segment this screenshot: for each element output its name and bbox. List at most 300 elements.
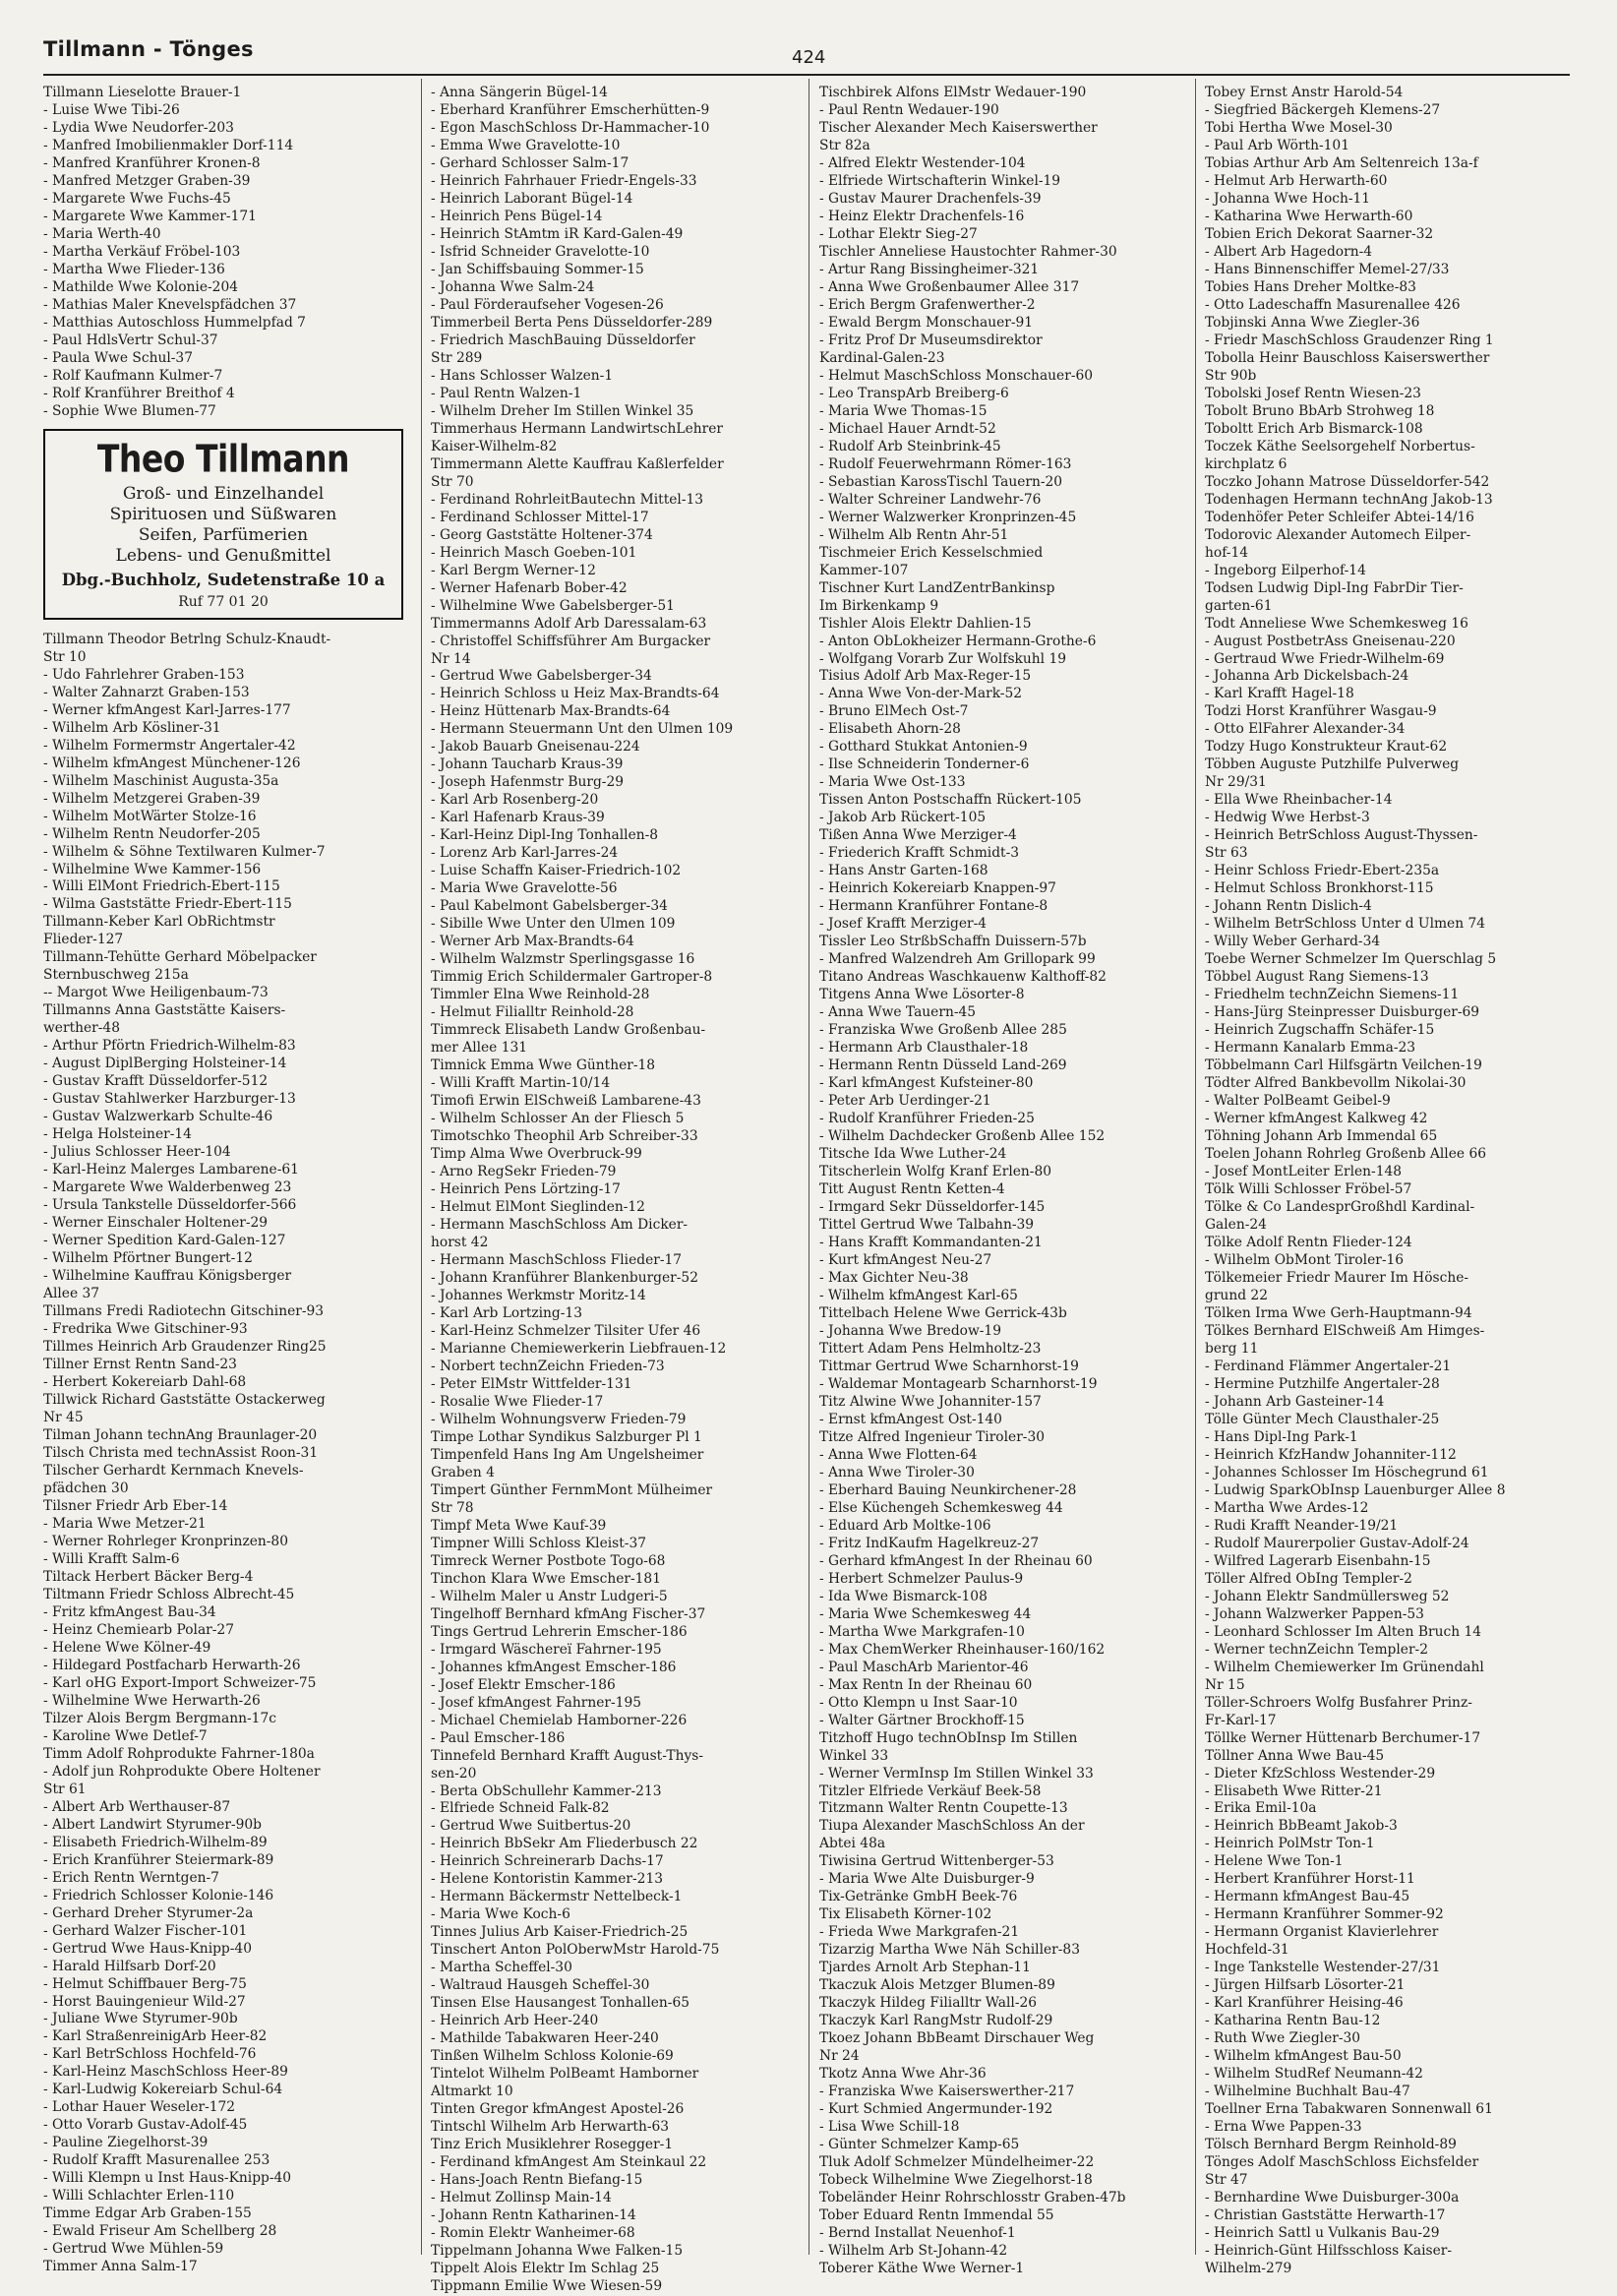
directory-entry: Tobi Hertha Wwe Mosel-30 [1205, 119, 1393, 136]
directory-column-1 [43, 85, 409, 2275]
advertisement-box [43, 429, 403, 620]
directory-entry: - Lothar Elektr Sieg-27 [819, 225, 978, 242]
directory-entry: Timofi Erwin ElSchweiß Lambarene-43 [431, 1093, 701, 1110]
directory-entry: - Walter PolBeamt Geibel-9 [1205, 1093, 1391, 1110]
directory-entry: - Paul MaschArb Marientor-46 [819, 1659, 1029, 1675]
directory-entry: - Elfriede Wirtschafterin Winkel-19 [819, 172, 1061, 189]
directory-entry: - Wilma Gaststätte Friedr-Ebert-115 [43, 896, 292, 913]
directory-entry: garten-61 [1205, 597, 1273, 614]
directory-entry: - Rudolf Arb Steinbrink-45 [819, 438, 1001, 454]
directory-entry: Allee 37 [43, 1286, 100, 1302]
directory-entry: Titzhoff Hugo technObInsp Im Stillen [819, 1729, 1078, 1746]
directory-entry: - Johanna Wwe Salm-24 [431, 278, 595, 295]
directory-entry: Tischbirek Alfons ElMstr Wedauer-190 [819, 85, 1087, 100]
directory-entry: - Karl-Heinz Dipl-Ing Tonhallen-8 [431, 827, 659, 844]
directory-entry: - Mathilde Tabakwaren Heer-240 [431, 2030, 659, 2047]
directory-entry: - Johanna Wwe Bredow-19 [819, 1322, 1001, 1339]
directory-entry: Tiltmann Friedr Schloss Albrecht-45 [43, 1586, 295, 1602]
directory-entry: - Günter Schmelzer Kamp-65 [819, 2137, 1020, 2153]
directory-entry: pfädchen 30 [43, 1480, 129, 1496]
directory-entry: - Hans Binnenschiffer Memel-27/33 [1205, 261, 1450, 277]
directory-entry: - Paul Emscher-186 [431, 1729, 566, 1746]
directory-entry: - Inge Tankstelle Westender-27/31 [1205, 1960, 1441, 1976]
directory-entry: - Norbert technZeichn Frieden-73 [431, 1358, 665, 1374]
directory-entry: - Fredrika Wwe Gitschiner-93 [43, 1321, 248, 1338]
directory-entry: Töhning Johann Arb Immendal 65 [1205, 1128, 1438, 1145]
directory-entry: - Friederich Krafft Schmidt-3 [819, 845, 1020, 862]
directory-entry: - Walter Schreiner Landwehr-76 [819, 491, 1042, 508]
directory-entry: Titt August Rentn Ketten-4 [819, 1181, 1005, 1198]
directory-entry: - Fritz kfmAngest Bau-34 [43, 1603, 216, 1620]
directory-entry: - Maria Wwe Alte Duisburger-9 [819, 1871, 1035, 1888]
directory-entry: - Friedrich MaschBauing Düsseldorfer [431, 332, 695, 348]
directory-entry: - Hermine Putzhilfe Angertaler-28 [1205, 1375, 1440, 1392]
directory-entry: Tischer Alexander Mech Kaiserswerther [819, 119, 1098, 136]
directory-entry: - Martha Scheffel-30 [431, 1960, 572, 1976]
directory-entry: hof-14 [1205, 544, 1249, 561]
directory-entry: - Helmut Schloss Bronkhorst-115 [1205, 880, 1434, 897]
directory-entry: - Ferdinand Flämmer Angertaler-21 [1205, 1358, 1452, 1374]
directory-entry: - Herbert Kokereiarb Dahl-68 [43, 1374, 247, 1391]
directory-entry: - Hermann Steuermann Unt den Ulmen 109 [431, 721, 734, 738]
directory-entry: werther-48 [43, 1020, 120, 1037]
directory-entry: mer Allee 131 [431, 1040, 528, 1057]
directory-entry: - Werner kfmAngest Kalkweg 42 [1205, 1111, 1428, 1127]
directory-entry: Tölke Adolf Rentn Flieder-124 [1205, 1234, 1412, 1250]
directory-entry: - Helmut Filialltr Reinhold-28 [431, 1004, 634, 1021]
directory-entry: -- Margot Wwe Heiligenbaum-73 [43, 985, 269, 1001]
directory-entry: Tkotz Anna Wwe Ahr-36 [819, 2066, 987, 2083]
directory-entry: Nr 29/31 [1205, 774, 1267, 791]
directory-entry: Timmerbeil Berta Pens Düsseldorfer-289 [431, 314, 713, 331]
directory-entry: - Werner kfmAngest Karl-Jarres-177 [43, 701, 291, 718]
directory-entry: - Wilhelm Arb Kösliner-31 [43, 719, 221, 736]
directory-entry: Tobolt Bruno BbArb Strohweg 18 [1205, 402, 1435, 419]
directory-entry: - Ferdinand Schlosser Mittel-17 [431, 509, 649, 525]
directory-entry: - Heinrich Schloss u Heiz Max-Brandts-64 [431, 686, 720, 702]
directory-entry: - Heinrich Pens Bügel-14 [431, 208, 603, 224]
directory-column-4 [1205, 85, 1579, 2277]
directory-entry: - Hans Dipl-Ing Park-1 [1205, 1428, 1358, 1445]
directory-entry: - Karl kfmAngest Kufsteiner-80 [819, 1075, 1034, 1092]
directory-entry: Tillmann Lieselotte Brauer-1 [43, 85, 242, 100]
directory-entry: Tinßen Wilhelm Schloss Kolonie-69 [431, 2048, 674, 2065]
directory-entry: kirchplatz 6 [1205, 455, 1288, 472]
directory-entry: - Gustav Walzwerkarb Schulte-46 [43, 1109, 273, 1125]
directory-entry: - Maria Wwe Metzer-21 [43, 1515, 207, 1532]
directory-entry: Toboltt Erich Arb Bismarck-108 [1205, 420, 1423, 437]
directory-entry: Tiupa Alexander MaschSchloss An der [819, 1818, 1085, 1835]
directory-entry: - Eduard Arb Moltke-106 [819, 1517, 991, 1534]
directory-entry: - Ferdinand RohrleitBautechn Mittel-13 [431, 491, 704, 508]
directory-column-3 [819, 85, 1183, 2277]
directory-entry: - Heinrich KfzHandw Johanniter-112 [1205, 1446, 1457, 1463]
directory-entry: - Walter Zahnarzt Graben-153 [43, 684, 250, 700]
directory-entry: - Lisa Wwe Schill-18 [819, 2119, 960, 2136]
directory-entry: - Karl-Ludwig Kokereiarb Schul-64 [43, 2082, 283, 2098]
directory-entry: - Werner Walzwerker Kronprinzen-45 [819, 509, 1077, 525]
directory-entry: - Christian Gaststätte Herwarth-17 [1205, 2207, 1446, 2224]
directory-entry: Toberer Käthe Wwe Werner-1 [819, 2261, 1025, 2277]
directory-entry: Tippmann Emilie Wwe Wiesen-59 [431, 2278, 663, 2295]
directory-entry: Todt Anneliese Wwe Schemkesweg 16 [1205, 615, 1468, 632]
directory-entry: Toczko Johann Matrose Düsseldorfer-542 [1205, 473, 1490, 490]
directory-entry: Nr 24 [819, 2048, 860, 2065]
directory-entry: - Heinrich Masch Goeben-101 [431, 544, 637, 561]
directory-entry: - Rosalie Wwe Flieder-17 [431, 1393, 604, 1410]
directory-entry: - Gertrud Wwe Gabelsberger-34 [431, 668, 652, 685]
directory-entry: - Helmut Schiffbauer Berg-75 [43, 1975, 247, 1992]
directory-entry: - Wilhelm & Söhne Textilwaren Kulmer-7 [43, 843, 326, 860]
ad-company-name: Theo Tillmann [96, 436, 350, 481]
directory-entry: Tkaczyk Karl RangMstr Rudolf-29 [819, 2013, 1053, 2029]
directory-entry: - Willi Krafft Salm-6 [43, 1550, 180, 1567]
directory-entry: - Luise Schaffn Kaiser-Friedrich-102 [431, 863, 682, 879]
directory-entry: - Hermann Arb Clausthaler-18 [819, 1040, 1029, 1057]
directory-entry: - Wilhelmine Wwe Kammer-156 [43, 861, 262, 877]
directory-entry: Timpenfeld Hans Ing Am Ungelsheimer [431, 1446, 704, 1463]
directory-entry: - Rudolf Kranführer Frieden-25 [819, 1111, 1035, 1127]
directory-entry: - Hermann Kranführer Fontane-8 [819, 898, 1048, 915]
directory-entry: - Johanna Wwe Hoch-11 [1205, 190, 1371, 207]
directory-entry: - Ewald Friseur Am Schellberg 28 [43, 2223, 277, 2240]
directory-entry: - Katharina Rentn Bau-12 [1205, 2013, 1381, 2029]
page-header-title: Tillmann - Tönges [43, 37, 254, 61]
directory-entry: - Artur Rang Bissingheimer-321 [819, 261, 1040, 277]
directory-entry: Timotschko Theophil Arb Schreiber-33 [431, 1128, 698, 1145]
directory-entry: - Hans Krafft Kommandanten-21 [819, 1234, 1043, 1250]
directory-entry: - Anton ObLokheizer Hermann-Grothe-6 [819, 633, 1097, 649]
directory-entry: - Arthur Pförtn Friedrich-Wilhelm-83 [43, 1038, 296, 1055]
directory-entry: - Manfred Walzendreh Am Grillopark 99 [819, 951, 1096, 968]
directory-entry: Többelmann Carl Hilfsgärtn Veilchen-19 [1205, 1057, 1482, 1074]
directory-entry: Nr 14 [431, 650, 471, 667]
directory-entry: - Mathias Maler Knevelspfädchen 37 [43, 296, 297, 313]
directory-entry: - Johann Rentn Dislich-4 [1205, 898, 1372, 915]
directory-entry: - Friedr MaschSchloss Graudenzer Ring 1 [1205, 332, 1494, 348]
directory-entry: - Wilhelm Pförtner Bungert-12 [43, 1250, 253, 1267]
directory-entry: Str 63 [1205, 845, 1248, 862]
directory-entry: - Wilhelmine Wwe Gabelsberger-51 [431, 597, 675, 614]
directory-entry: - Heinrich StAmtm iR Kard-Galen-49 [431, 225, 684, 242]
directory-entry: - Mathilde Wwe Kolonie-204 [43, 278, 239, 295]
directory-entry: - Werner Rohrleger Kronprinzen-80 [43, 1533, 288, 1549]
directory-entry: - Paul Rentn Walzen-1 [431, 385, 582, 401]
directory-entry: - Ferdinand kfmAngest Am Steinkaul 22 [431, 2154, 707, 2171]
directory-entry: - Heinz Hüttenarb Max-Brandts-64 [431, 703, 671, 720]
directory-entry: - Rudolf Maurerpolier Gustav-Adolf-24 [1205, 1535, 1469, 1551]
ad-line: Seifen, Parfümerien [138, 524, 309, 545]
directory-entry: Tobolski Josef Rentn Wiesen-23 [1205, 385, 1421, 401]
directory-entry: Tittmar Gertrud Wwe Scharnhorst-19 [819, 1358, 1079, 1374]
directory-entry: Tobien Erich Dekorat Saarner-32 [1205, 225, 1434, 242]
directory-entry: - Christoffel Schiffsführer Am Burgacker [431, 633, 711, 649]
directory-entry: Tölken Irma Wwe Gerh-Hauptmann-94 [1205, 1304, 1472, 1321]
directory-entry: - Margarete Wwe Walderbenweg 23 [43, 1179, 292, 1196]
directory-entry: Timnick Emma Wwe Günther-18 [431, 1057, 656, 1074]
directory-entry: Str 90b [1205, 367, 1257, 384]
directory-entry: - Lydia Wwe Neudorfer-203 [43, 119, 234, 136]
directory-entry: grund 22 [1205, 1287, 1268, 1303]
directory-entry: - Michael Hauer Arndt-52 [819, 420, 996, 437]
directory-entry: - Wilhelm Alb Rentn Ahr-51 [819, 526, 1009, 543]
directory-entry: - Ursula Tankstelle Düsseldorfer-566 [43, 1197, 297, 1214]
directory-entry: Timpf Meta Wwe Kauf-39 [431, 1517, 607, 1534]
directory-entry: Tluk Adolf Schmelzer Mündelheimer-22 [819, 2154, 1095, 2171]
directory-entry: - Leonhard Schlosser Im Alten Bruch 14 [1205, 1623, 1482, 1640]
directory-entry: Tix Elisabeth Körner-102 [819, 1906, 992, 1923]
directory-entry: - Waldemar Montagearb Scharnhorst-19 [819, 1375, 1098, 1392]
directory-entry: - Wilhelm Wohnungsverw Frieden-79 [431, 1411, 687, 1427]
directory-entry: - Fritz Prof Dr Museumsdirektor [819, 332, 1043, 348]
directory-entry: sen-20 [431, 1765, 477, 1782]
directory-entry: Tischler Anneliese Haustochter Rahmer-30 [819, 243, 1117, 260]
directory-entry: - Heinrich Kokereiarb Knappen-97 [819, 880, 1056, 897]
directory-entry: Timme Edgar Arb Graben-155 [43, 2205, 252, 2222]
directory-entry: - Margarete Wwe Kammer-171 [43, 208, 257, 224]
ad-address: Dbg.-Buchholz, Sudetenstraße 10 a [61, 570, 386, 589]
directory-entry: - Paul Arb Wörth-101 [1205, 137, 1349, 153]
directory-entry: - Ida Wwe Bismarck-108 [819, 1588, 988, 1604]
directory-entry: - Wilhelm StudRef Neumann-42 [1205, 2066, 1423, 2083]
directory-entry: Titze Alfred Ingenieur Tiroler-30 [819, 1428, 1046, 1445]
directory-entry: Str 82a [819, 137, 870, 153]
directory-entry: Titano Andreas Waschkauenw Kalthoff-82 [819, 969, 1107, 986]
directory-entry: - Willi Schlachter Erlen-110 [43, 2188, 235, 2205]
directory-entry: - Karl-Heinz Schmelzer Tilsiter Ufer 46 [431, 1322, 701, 1339]
directory-entry: - Werner Spedition Kard-Galen-127 [43, 1233, 286, 1249]
directory-entry: - Johanna Arb Dickelsbach-24 [1205, 668, 1409, 685]
directory-entry: - Anna Wwe Großenbaumer Allee 317 [819, 278, 1080, 295]
directory-entry: - Hermann MaschSchloss Flieder-17 [431, 1251, 683, 1268]
directory-entry: - Wilhelm Dachdecker Großenb Allee 152 [819, 1128, 1106, 1145]
ad-line: Spirituosen und Süßwaren [109, 504, 337, 524]
directory-entry: Tober Eduard Rentn Immendal 55 [819, 2207, 1054, 2224]
directory-entry: - Jan Schiffsbauing Sommer-15 [431, 261, 644, 277]
directory-entry: - Dieter KfzSchloss Westender-29 [1205, 1765, 1436, 1782]
directory-entry: - Paul Kabelmont Gabelsberger-34 [431, 898, 668, 915]
directory-entry: Tkaczyk Hildeg Filialltr Wall-26 [819, 1995, 1038, 2012]
directory-entry: - Maria Wwe Thomas-15 [819, 402, 988, 419]
directory-entry: - Johann Rentn Katharinen-14 [431, 2207, 636, 2224]
directory-entry: Timmermann Alette Kauffrau Kaßlerfelder [431, 455, 724, 472]
directory-entry: berg 11 [1205, 1340, 1259, 1357]
directory-entry: Str 78 [431, 1499, 474, 1516]
directory-entry: - Wilhelm kfmAngest Münchener-126 [43, 755, 301, 771]
directory-entry: - Werner technZeichn Templer-2 [1205, 1641, 1428, 1658]
directory-entry: - Wilhelm Formermstr Angertaler-42 [43, 737, 296, 754]
directory-entry: Töller Alfred ObIng Templer-2 [1205, 1570, 1412, 1587]
directory-entry: - Martha Verkäuf Fröbel-103 [43, 243, 241, 260]
directory-entry: - Heinrich Fahrhauer Friedr-Engels-33 [431, 172, 697, 189]
directory-entry: - Elisabeth Friedrich-Wilhelm-89 [43, 1834, 268, 1850]
directory-entry: - Josef MontLeiter Erlen-148 [1205, 1164, 1403, 1180]
directory-entry: - Hermann MaschSchloss Am Dicker- [431, 1217, 689, 1233]
directory-entry: Todsen Ludwig Dipl-Ing FabrDir Tier- [1205, 579, 1464, 596]
directory-entry: Graben 4 [431, 1464, 495, 1480]
directory-entry: - Helene Kontoristin Kammer-213 [431, 1871, 664, 1888]
directory-entry: Winkel 33 [819, 1747, 889, 1764]
directory-entry: - Max Rentn In der Rheinau 60 [819, 1676, 1033, 1693]
directory-entry: Tinschert Anton PolOberwMstr Harold-75 [431, 1942, 720, 1959]
directory-entry: Tinsen Else Hausangest Tonhallen-65 [431, 1995, 690, 2012]
directory-entry: - Jakob Arb Rückert-105 [819, 810, 987, 826]
directory-entry: - Friedhelm technZeichn Siemens-11 [1205, 987, 1460, 1003]
directory-entry: Tiwisina Gertrud Wittenberger-53 [819, 1853, 1054, 1870]
directory-entry: - Wilhelmine Kauffrau Königsberger [43, 1268, 292, 1285]
directory-entry: - Bernhardine Wwe Duisburger-300a [1205, 2190, 1460, 2206]
directory-entry: - Karoline Wwe Detlef-7 [43, 1727, 208, 1744]
directory-entry: Sternbuschweg 215a [43, 967, 189, 984]
directory-entry: Tobjinski Anna Wwe Ziegler-36 [1205, 314, 1420, 331]
directory-entry: Tillmanns Anna Gaststätte Kaisers- [43, 1002, 286, 1019]
directory-entry: - Werner VermInsp Im Stillen Winkel 33 [819, 1765, 1094, 1782]
directory-entry: - Martha Wwe Markgrafen-10 [819, 1623, 1025, 1640]
directory-entry: Tobeländer Heinr Rohrschlosstr Graben-47b [819, 2190, 1126, 2206]
directory-entry: - Pauline Ziegelhorst-39 [43, 2135, 209, 2151]
directory-entry: Tobias Arthur Arb Am Seltenreich 13a-f [1205, 154, 1478, 171]
directory-entry: Tingelhoff Bernhard kfmAng Fischer-37 [431, 1605, 706, 1622]
directory-entry: - Maria Wwe Ost-133 [819, 774, 966, 791]
directory-entry: - Werner Arb Max-Brandts-64 [431, 934, 634, 950]
directory-entry: - Anna Wwe Tiroler-30 [819, 1464, 975, 1480]
directory-entry: - Kurt Schmied Angermunder-192 [819, 2101, 1053, 2118]
directory-entry: Tillwick Richard Gaststätte Ostackerweg [43, 1392, 326, 1409]
directory-entry: - Manfred Kranführer Kronen-8 [43, 154, 261, 171]
directory-entry: - Luise Wwe Tibi-26 [43, 101, 180, 118]
header-rule [43, 74, 1570, 76]
directory-column-2 [431, 85, 797, 2295]
directory-entry: - Bruno ElMech Ost-7 [819, 703, 969, 720]
directory-entry: Tödter Alfred Bankbevollm Nikolai-30 [1205, 1075, 1467, 1092]
directory-entry: - Heinrich Zugschaffn Schäfer-15 [1205, 1022, 1435, 1039]
directory-entry: - Heinrich Arb Heer-240 [431, 2013, 599, 2029]
directory-entry: - Rolf Kaufmann Kulmer-7 [43, 367, 223, 384]
directory-entry: - Karl BetrSchloss Hochfeld-76 [43, 2046, 257, 2063]
directory-entry: Tizarzig Martha Wwe Näh Schiller-83 [819, 1942, 1080, 1959]
directory-entry: Timreck Werner Postbote Togo-68 [431, 1552, 666, 1569]
directory-entry: - Arno RegSekr Frieden-79 [431, 1164, 617, 1180]
directory-entry: Timmig Erich Schildermaler Gartroper-8 [431, 969, 713, 986]
directory-entry: Tillmans Fredi Radiotechn Gitschiner-93 [43, 1303, 325, 1320]
directory-entry: - Max Gichter Neu-38 [819, 1269, 969, 1286]
directory-entry: - Alfred Elektr Westender-104 [819, 154, 1026, 171]
directory-entry: Fr-Karl-17 [1205, 1712, 1277, 1728]
directory-entry: Todenhagen Hermann technAng Jakob-13 [1205, 491, 1493, 508]
directory-entry: Timmer Anna Salm-17 [43, 2259, 198, 2275]
directory-entry: Tinz Erich Musiklehrer Rosegger-1 [431, 2137, 674, 2153]
directory-entry: - Wilfred Lagerarb Eisenbahn-15 [1205, 1552, 1431, 1569]
directory-entry: - Eberhard Kranführer Emscherhütten-9 [431, 101, 710, 118]
directory-entry: - Gotthard Stukkat Antonien-9 [819, 739, 1028, 755]
directory-entry: Todenhöfer Peter Schleifer Abtei-14/16 [1205, 509, 1474, 525]
directory-entry: Str 61 [43, 1781, 87, 1797]
directory-entry: - Karl Krafft Hagel-18 [1205, 686, 1354, 702]
directory-entry: - Ewald Bergm Monschauer-91 [819, 314, 1034, 331]
directory-entry: - Karl-Heinz Malerges Lambarene-61 [43, 1162, 299, 1178]
directory-entry: - Adolf jun Rohprodukte Obere Holtener [43, 1763, 321, 1780]
directory-entry: - Erna Wwe Pappen-33 [1205, 2119, 1362, 2136]
directory-entry: - Michael Chemielab Hamborner-226 [431, 1712, 688, 1728]
directory-entry: - Herbert Kranführer Horst-11 [1205, 1871, 1415, 1888]
directory-entry: Timpner Willi Schloss Kleist-37 [431, 1535, 647, 1551]
directory-entry: - Elisabeth Wwe Ritter-21 [1205, 1782, 1383, 1799]
directory-entry: - Johann Kranführer Blankenburger-52 [431, 1269, 698, 1286]
directory-entry: - Hans-Jürg Steinpresser Duisburger-69 [1205, 1004, 1480, 1021]
directory-entry: - Gertraud Wwe Friedr-Wilhelm-69 [1205, 650, 1445, 667]
directory-entry: Töllner Anna Wwe Bau-45 [1205, 1747, 1385, 1764]
directory-entry: horst 42 [431, 1234, 489, 1250]
directory-entry: Titsche Ida Wwe Luther-24 [819, 1146, 1007, 1163]
directory-entry: - Karl Arb Rosenberg-20 [431, 792, 599, 809]
directory-entry: - Georg Gaststätte Holtener-374 [431, 526, 653, 543]
ad-line: Groß- und Einzelhandel [122, 483, 325, 504]
directory-entry: - Karl-Heinz MaschSchloss Heer-89 [43, 2064, 288, 2081]
directory-entry: Altmarkt 10 [431, 2084, 513, 2100]
directory-entry: Többel August Rang Siemens-13 [1205, 969, 1429, 986]
directory-entry: - Wilhelm Metzgerei Graben-39 [43, 790, 261, 807]
directory-entry: Toczek Käthe Seelsorgehelf Norbertus- [1205, 438, 1475, 454]
directory-entry: Timmreck Elisabeth Landw Großenbau- [431, 1022, 706, 1039]
directory-entry: - Wilhelm ObMont Tiroler-16 [1205, 1251, 1405, 1268]
directory-entry: - Elfriede Schneid Falk-82 [431, 1800, 610, 1817]
directory-entry: - Wolfgang Vorarb Zur Wolfskuhl 19 [819, 650, 1067, 667]
directory-entry: - Willi Klempn u Inst Haus-Knipp-40 [43, 2170, 292, 2187]
directory-entry: - Wilhelm Walzmstr Sperlingsgasse 16 [431, 951, 695, 968]
directory-entry: Galen-24 [1205, 1217, 1267, 1233]
directory-entry: - Rudi Krafft Neander-19/21 [1205, 1517, 1399, 1534]
directory-entry: Tischmeier Erich Kesselschmied [819, 544, 1044, 561]
directory-entry: Kaiser-Wilhelm-82 [431, 438, 558, 454]
ad-line: Lebens- und Genußmittel [115, 545, 331, 566]
directory-entry: Tobeck Wilhelmine Wwe Ziegelhorst-18 [819, 2172, 1093, 2189]
directory-entry: Timmler Elna Wwe Reinhold-28 [431, 987, 650, 1003]
directory-entry: Wilhelm-279 [1205, 2261, 1292, 2277]
directory-entry: - Hermann Kranführer Sommer-92 [1205, 1906, 1444, 1923]
directory-entry: - Wilhelm BetrSchloss Unter d Ulmen 74 [1205, 916, 1486, 933]
ad-phone: Ruf 77 01 20 [178, 593, 269, 610]
directory-entry: - Herbert Schmelzer Paulus-9 [819, 1570, 1024, 1587]
column-divider [421, 79, 422, 2255]
directory-entry: Tölle Günter Mech Clausthaler-25 [1205, 1411, 1440, 1427]
directory-entry: Tisius Adolf Arb Max-Reger-15 [819, 668, 1032, 685]
directory-entry: - Wilhelm Dreher Im Stillen Winkel 35 [431, 402, 694, 419]
directory-entry: - Hans Schlosser Walzen-1 [431, 367, 614, 384]
directory-entry: Nr 45 [43, 1410, 84, 1426]
directory-entry: - Erich Kranführer Steiermark-89 [43, 1851, 274, 1868]
directory-entry: - Karl Kranführer Heising-46 [1205, 1995, 1404, 2012]
directory-entry: Str 10 [43, 648, 87, 665]
column-divider [1195, 79, 1196, 2255]
directory-entry: - Helmut ElMont Sieglinden-12 [431, 1199, 645, 1216]
directory-entry: - Jürgen Hilfsarb Lösorter-21 [1205, 1977, 1406, 1994]
directory-entry: Str 289 [431, 349, 483, 366]
directory-entry: Im Birkenkamp 9 [819, 597, 939, 614]
directory-entry: - Maria Werth-40 [43, 225, 161, 242]
directory-entry: Tölk Willi Schlosser Fröbel-57 [1205, 1181, 1412, 1198]
directory-entry: - Eberhard Bauing Neunkirchener-28 [819, 1481, 1077, 1498]
directory-entry: - Wilhelm Maschinist Augusta-35a [43, 772, 279, 789]
directory-entry: - Anna Wwe Tauern-45 [819, 1004, 977, 1021]
directory-entry: Titscherlein Wolfg Kranf Erlen-80 [819, 1164, 1052, 1180]
directory-entry: - Otto Ladeschaffn Masurenallee 426 [1205, 296, 1461, 313]
directory-entry: - Juliane Wwe Styrumer-90b [43, 2011, 238, 2027]
directory-entry: - August DiplBerging Holsteiner-14 [43, 1056, 287, 1072]
directory-entry: - Katharina Wwe Herwarth-60 [1205, 208, 1413, 224]
directory-entry: - Heinrich-Günt Hilfsschloss Kaiser- [1205, 2243, 1452, 2260]
directory-entry: Todzy Hugo Konstrukteur Kraut-62 [1205, 739, 1448, 755]
directory-entry: Tjardes Arnolt Arb Stephan-11 [819, 1960, 1031, 1976]
